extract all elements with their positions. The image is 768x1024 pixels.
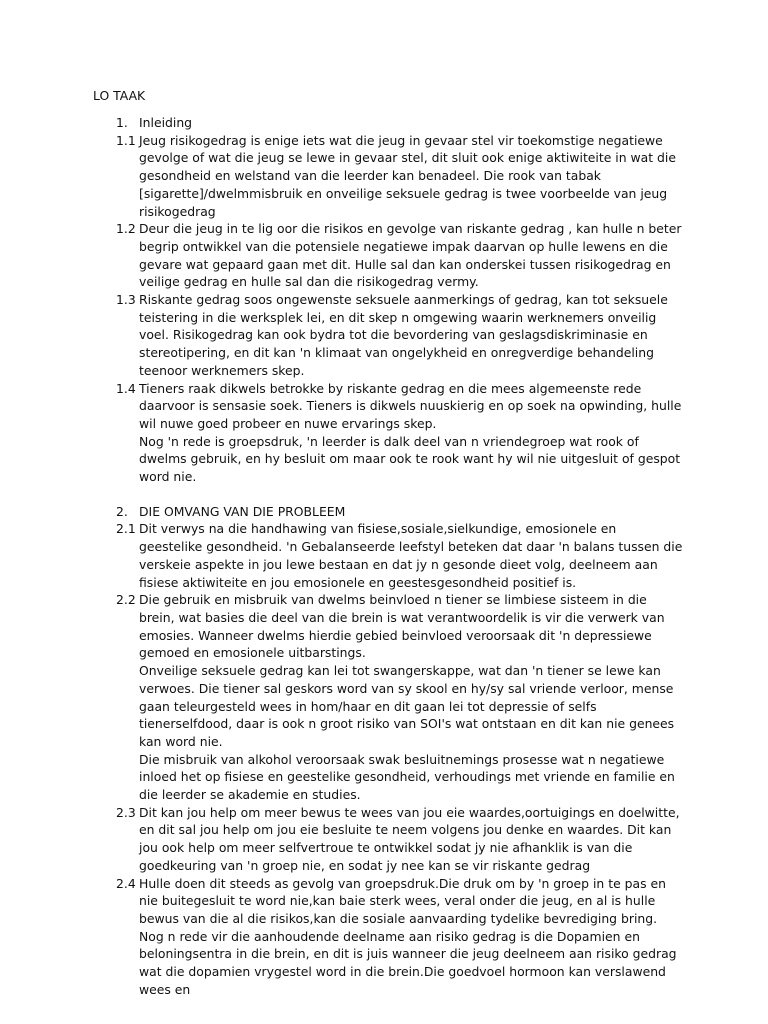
list-item [93,591,683,803]
item-number: 2.2 [116,592,136,608]
item-paragraph: Jeug risikogedrag is enige iets wat die jeug in gevaar stel vir toekomstige negatiewe gevolge of wat die jeug se lewe in gevaar stel, dit sluit ook enige aktiwiteite in wat die gesondheid en welstand van die leerder kan benadeel. Die rook van tabak [sigarette]/dwelmmisbruik en onveilige seksuele gedrag is twee voorbeelde van jeug risikogedrag [139,132,676,219]
item-paragraph: Nog 'n rede is groepsdruk, 'n leerder is dalk deel van n vriendegroep wat rook of dwelms gebruik, en hy besluit om maar ook te rook want hy wil nie uitgesluit of gespot word nie. [139,433,681,485]
item-paragraph: Onveilige seksuele gedrag kan lei tot swangerskappe, wat dan 'n tiener se lewe kan verwoes. Die tiener sal geskors word van sy skool en hy/sy sal vriende verloor, mense gaan teleurgesteld wees in hom/haar en dit gaan lei tot depressie of selfs tienerselfdood, daar is ook n groot risiko van SOI's wat ontstaan en dit kan nie genees kan word nie. [139,663,675,749]
item-number: 1.1 [116,132,136,148]
item-paragraph: Riskante gedrag soos ongewenste seksuele aanmerkings of gedrag, kan tot seksuele teistering in die werksplek lei, en dit skep n omgewing waarin werknemers onveilig voel. Risikogedrag kan ook bydra tot die bevordering van geslagsdiskriminasie en stereotipering, en dit kan 'n klimaat van ongelykheid en onregverdige behandeling teenoor werknemers skep. [139,292,668,378]
item-number: 2.4 [116,875,136,891]
list-item [93,291,683,380]
section-number: 1. [116,115,128,130]
list-item [93,520,683,591]
item-paragraph: Dit verwys na die handhawing van fisiese,sosiale,sielkundige, emosionele en geestelike gesondheid. 'n Gebalanseerde leefstyl beteken dat daar 'n balans tussen die verskeie aspekte in jou lewe bestaan en dat jy n gesonde dieet volg, deelneem aan fisiese aktiwiteite en jou emosionele en geestesgesondheid positief is. [139,521,683,590]
section-2-items [93,520,683,998]
list-item [93,132,683,221]
item-paragraph: Tieners raak dikwels betrokke by riskante gedrag en die mees algemeenste rede daarvoor is sensasie soek. Tieners is dikwels nuuskierig en op soek na opwinding, hulle wil nuwe goed probeer en nuwe ervarings skep. [139,380,682,431]
item-number: 2.3 [116,804,136,820]
item-number: 2.1 [116,521,136,537]
item-paragraph: Dit kan jou help om meer bewus te wees van jou eie waardes,oortuigings en doelwitte, en dit sal jou help om jou eie besluite te neem volgens jou denke en waardes. Dit kan jou ook help om meer selfvertroue te ontwikkel sodat jy nie afhanklik is van die goedkeuring van 'n groep nie, en sodat jy nee kan se vir riskante gedrag [139,804,680,873]
item-paragraph: Hulle doen dit steeds as gevolg van groepsdruk.Die druk om by 'n groep in te pas en nie buitegesluit te word nie,kan baie sterk wees, veral onder die jeug, en al is hulle bewus van die al die risikos,kan die sosiale aanvaarding tydelike bevrediging bring. [139,875,666,926]
section-heading-2 [93,503,683,521]
section-1-items [93,132,683,486]
section-number: 2. [116,503,128,519]
item-paragraph: Nog n rede vir die aanhoudende deelname aan risiko gedrag is die Dopamien en beloningsentra in die brein, en dit is juis wanneer die jeug deelneem aan risiko gedrag wat die dopamien vrygestel word in die brein.Die goedvoel hormoon kan verslawend wees en [139,928,677,997]
item-paragraph: Die misbruik van alkohol veroorsaak swak besluitnemings prosesse wat n negatiewe inloed het op fisiese en geestelike gesondheid, verhoudings met vriende en familie en die leerder se akademie en studies. [139,751,675,803]
item-number: 1.2 [116,221,136,237]
item-paragraph: Deur die jeug in te lig oor die risikos en gevolge van riskante gedrag , kan hulle n beter begrip ontwikkel van die potensiele negatiewe impak daarvan op hulle lewens en die gevare wat gepaard gaan met dit. Hulle sal dan kan onderskei tussen risikogedrag en veilige gedrag en hulle sal dan die risikogedrag vermy. [139,221,682,290]
list-item [93,875,683,999]
section-heading-text: Inleiding [139,115,193,130]
list-item [93,380,683,486]
item-number: 1.4 [116,380,136,396]
section-heading-1 [93,114,683,132]
list-item [93,220,683,291]
document-title: LO TAAK [93,88,146,103]
item-paragraph: Die gebruik en misbruik van dwelms beinvloed n tiener se limbiese sisteem in die brein, wat basies die deel van die brein is wat verantwoordelik is vir die verwerk van emosies. Wanneer dwelms hierdie gebied beinvloed veroorsaak dit 'n depressiewe gemoed en emosionele uitbarstings. [139,592,665,661]
content-list [93,114,683,998]
spacer [93,486,683,503]
list-item [93,804,683,875]
section-heading-text: DIE OMVANG VAN DIE PROBLEEM [139,503,346,519]
item-number: 1.3 [116,292,136,308]
